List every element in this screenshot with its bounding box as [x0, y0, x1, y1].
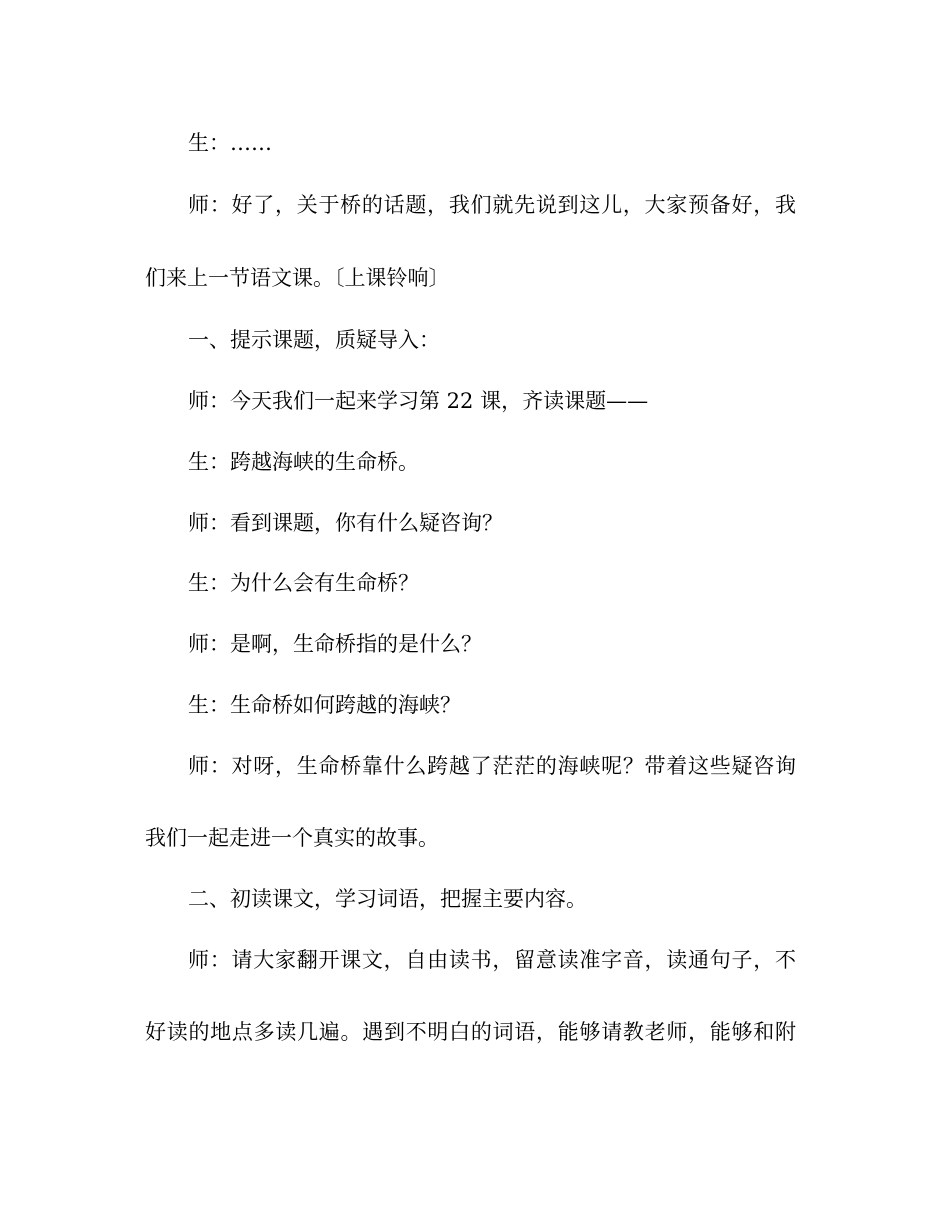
text-line: 师：今天我们一起来学习第 22 课，齐读课题——	[188, 389, 649, 413]
text-line: 生：为什么会有生命桥？	[188, 571, 419, 595]
text-line: 好读的地点多读几遍。遇到不明白的词语，能够请教老师，能够和附	[145, 1020, 796, 1044]
text-line: 我们一起走进一个真实的故事。	[145, 826, 439, 850]
text-line: 师：好了，关于桥的话题，我们就先说到这儿，大家预备好，我	[188, 193, 796, 217]
text-line: 师：是啊，生命桥指的是什么？	[188, 632, 482, 656]
text-line: 师：看到课题，你有什么疑咨询？	[188, 511, 503, 535]
text-line: 生：……	[188, 131, 272, 155]
text-line: 师：对呀，生命桥靠什么跨越了茫茫的海峡呢？带着这些疑咨询	[188, 754, 796, 778]
section-heading: 二、初读课文，学习词语，把握主要内容。	[188, 887, 587, 911]
text-line: 们来上一节语文课。〔上课铃响〕	[145, 266, 450, 290]
text-line: 生：跨越海峡的生命桥。	[188, 450, 419, 474]
section-heading: 一、提示课题，质疑导入：	[188, 328, 440, 352]
text-line: 生：生命桥如何跨越的海峡？	[188, 693, 461, 717]
text-line: 师：请大家翻开课文，自由读书，留意读准字音，读通句子，不	[188, 948, 796, 972]
